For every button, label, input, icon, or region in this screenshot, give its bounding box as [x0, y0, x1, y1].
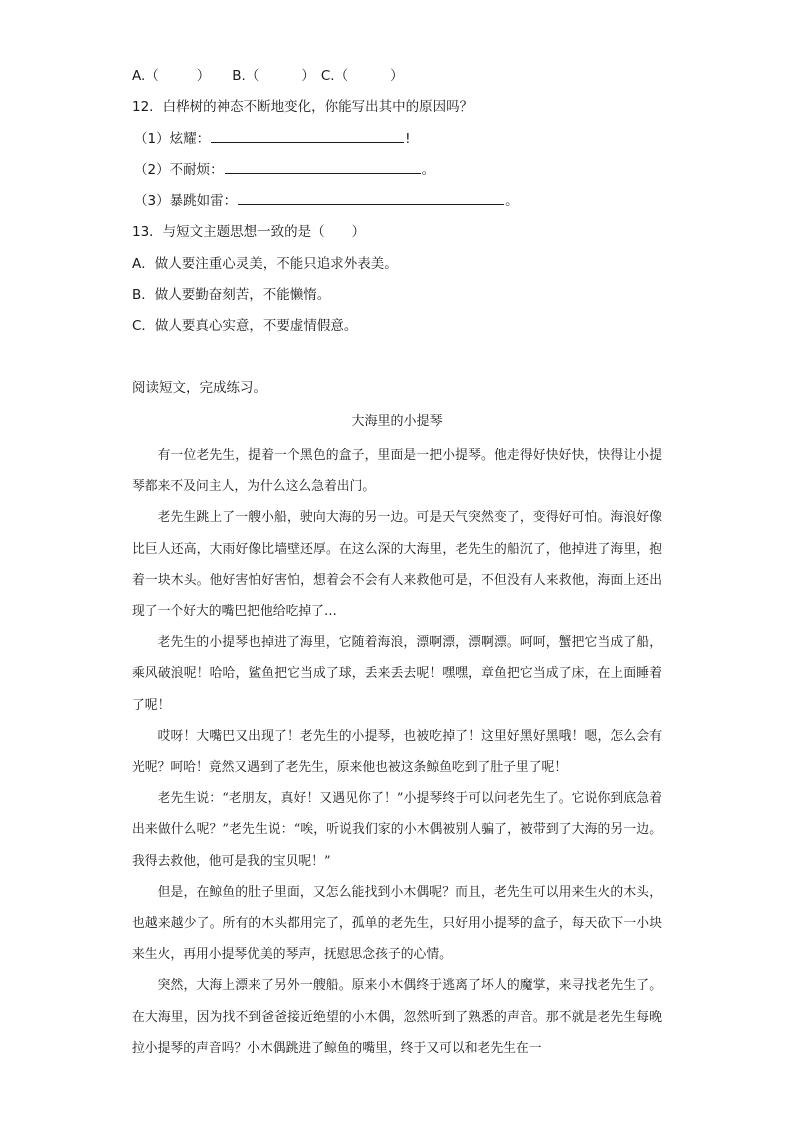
q11-option-a-close: ）	[196, 68, 211, 84]
q12-item-2	[134, 159, 435, 180]
q12-item-3	[134, 190, 519, 211]
q11-option-c-close: ）	[390, 68, 404, 84]
q12-item-1	[134, 128, 411, 149]
q13-option-c: C．做人要真心实意，不要虚情假意。	[132, 318, 358, 334]
q12-item-1-label: （1）炫耀：	[134, 131, 211, 147]
q12-item-2-answer-blank[interactable]	[225, 159, 421, 174]
q12-item-3-end: 。	[505, 193, 519, 209]
q13-question: 13．与短文主题思想一致的是（ ）	[132, 224, 366, 240]
q12-question: 12．白桦树的神态不断地变化，你能写出其中的原因吗？	[132, 99, 474, 115]
q13-option-b: B．做人要勤奋刻苦，不能懒惰。	[132, 287, 331, 303]
q12-item-3-label: （3）暴跳如雷：	[134, 193, 238, 209]
q11-option-c: C.（	[320, 68, 349, 84]
story-paragraph: 但是，在鲸鱼的肚子里面，又怎么能找到小木偶呢？而且，老先生可以用来生火的木头，也越来越少了。所有的木头都用完了，孤单的老先生，只好用小提琴的盒子，每天砍下一小块来生火，再用小提琴优美的琴声，抚慰思念孩子的心情。	[132, 884, 662, 963]
q12-item-1-end: !	[405, 131, 411, 147]
story-paragraph: 老先生跳上了一艘小船，驶向大海的另一边。可是天气突然变了，变得好可怕。海浪好像比巨人还高，大雨好像比墙壁还厚。在这么深的大海里，老先生的船沉了，他掉进了海里，抱着一块木头。他好害怕好害怕，想着会不会有人来救他可是，不但没有人来救他，海面上还出现了一个好大的嘴巴把他给吃掉了…	[132, 510, 662, 620]
story-paragraph: 老先生说：“老朋友，真好！又遇见你了！”小提琴终于可以问老先生了。它说你到底急着出来做什么呢？”老先生说：“唉，听说我们家的小木偶被别人骗了，被带到了大海的另一边。我得去救他，他可是我的宝贝呢！”	[132, 791, 662, 869]
q12-item-2-label: （2）不耐烦：	[134, 162, 224, 178]
q11-option-a: A.（	[132, 68, 159, 84]
q13-option-a: A．做人要注重心灵美，不能只追求外表美。	[132, 256, 398, 272]
q11-options	[132, 66, 404, 86]
q12-item-1-answer-blank[interactable]	[211, 128, 404, 143]
story-title: 大海里的小提琴	[351, 414, 443, 429]
story-paragraph: 有一位老先生，提着一个黑色的盒子，里面是一把小提琴。他走得好快好快，快得让小提琴都来不及问主人，为什么这么急着出门。	[132, 448, 662, 495]
story-paragraph: 突然，大海上漂来了另外一艘船。原来小木偶终于逃离了坏人的魔掌，来寻找老先生了。在大海里，因为找不到爸爸接近绝望的小木偶，忽然听到了熟悉的声音。那不就是老先生每晚拉小提琴的声音吗？小木偶跳进了鲸鱼的嘴里，终于又可以和老先生在一	[132, 978, 662, 1056]
story-body	[132, 440, 662, 1064]
q11-option-b: B.（	[232, 68, 260, 84]
reading-instruction: 阅读短文，完成练习。	[132, 380, 267, 396]
q12-item-2-end: 。	[421, 162, 436, 178]
q12-item-3-answer-blank[interactable]	[238, 190, 504, 205]
story-paragraph: 老先生的小提琴也掉进了海里，它随着海浪，漂啊漂，漂啊漂。呵呵，蟹把它当成了船，乘风破浪呢！哈哈，鲨鱼把它当成了球，丢来丢去呢！嘿嘿，章鱼把它当成了床，在上面睡着了呢！	[132, 635, 662, 713]
q11-option-b-close: ）	[301, 68, 315, 84]
story-paragraph: 哎呀！大嘴巴又出现了！老先生的小提琴，也被吃掉了！这里好黑好黑哦！嗯，怎么会有光呢？呵哈！竟然又遇到了老先生，原来他也被这条鲸鱼吃到了肚子里了呢！	[132, 728, 662, 776]
